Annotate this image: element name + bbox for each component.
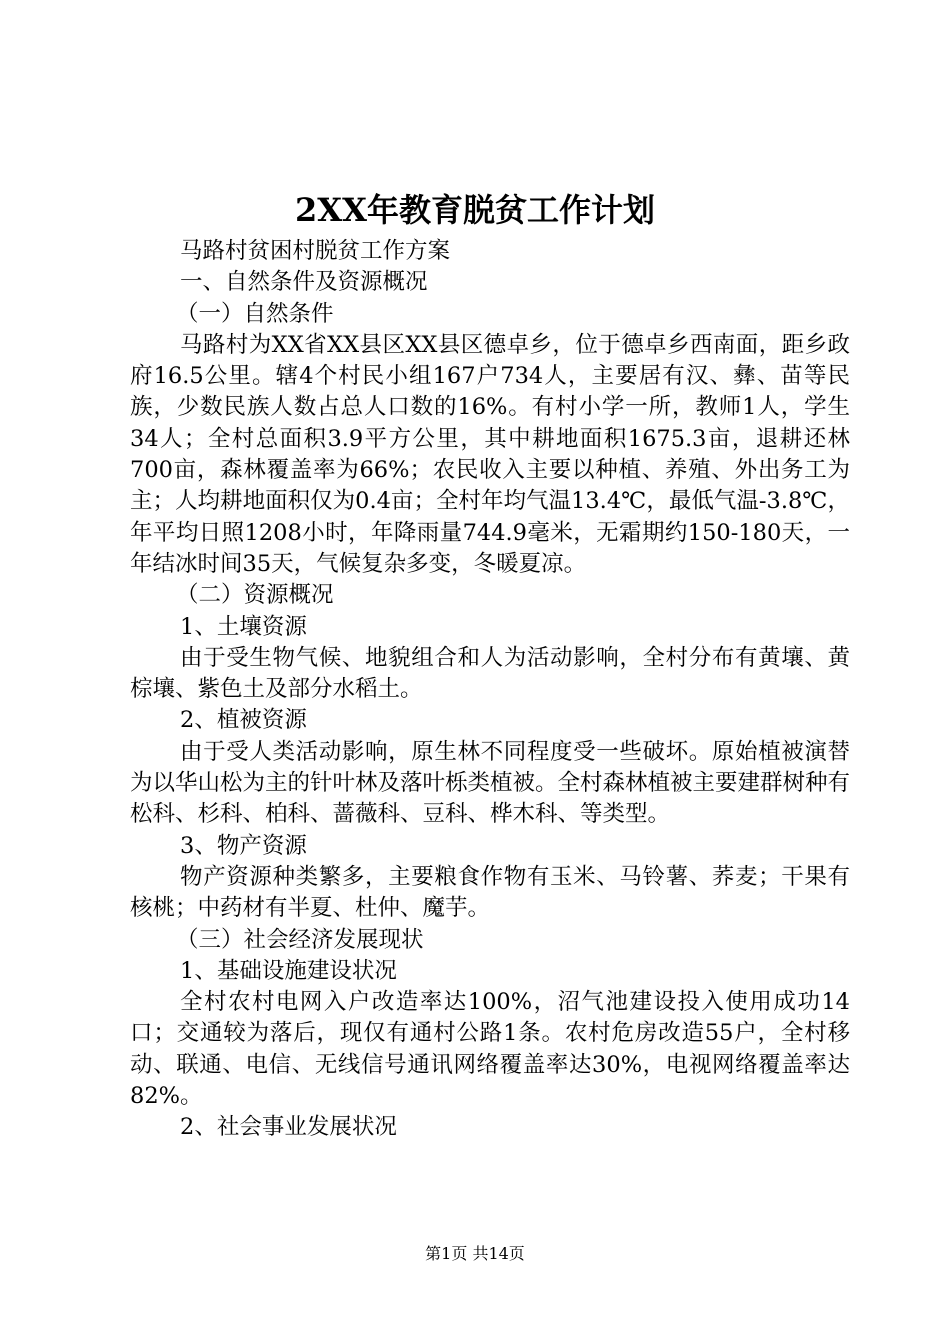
section-heading: 一、自然条件及资源概况	[180, 269, 428, 296]
item-heading: 2、社会事业发展状况	[180, 1114, 397, 1141]
paragraph: 由于受生物气候、地貌组合和人为活动影响，全村分布有黄壤、黄棕壤、紫色土及部分水稻土。	[130, 644, 850, 703]
paragraph: 由于受人类活动影响，原生林不同程度受一些破坏。原始植被演替为以华山松为主的针叶林及落叶栎类植被。全村森林植被主要建群树种有松科、杉科、柏科、蔷薇科、豆科、桦木科、等类型。	[130, 738, 851, 828]
subsection-heading: （一）自然条件	[176, 300, 334, 327]
paragraph: 全村农村电网入户改造率达100%，沼气池建设投入使用成功14口；交通较为落后，现仅有通村公路1条。农村危房改造55户，全村移动、联通、电信、无线信号通讯网络覆盖率达30%，电视网络覆盖率达82%。	[130, 989, 850, 1110]
item-heading: 1、土壤资源	[180, 613, 307, 640]
subsection-heading: （二）资源概况	[176, 582, 334, 609]
paragraph: 物产资源种类繁多，主要粮食作物有玉米、马铃薯、荞麦；干果有核桃；中药材有半夏、杜仲、魔芋。	[130, 863, 850, 922]
paragraph: 马路村贫困村脱贫工作方案	[180, 238, 451, 264]
item-heading: 2、植被资源	[180, 707, 307, 734]
document-title: 2XX年教育脱贫工作计划	[295, 191, 655, 229]
item-heading: 3、物产资源	[180, 832, 307, 859]
subsection-heading: （三）社会经济发展现状	[176, 926, 424, 953]
item-heading: 1、基础设施建设状况	[180, 957, 397, 984]
page-footer: 第1页 共14页	[425, 1244, 525, 1263]
paragraph: 马路村为XX省XX县区XX县区德卓乡，位于德卓乡西南面，距乡政府16.5公里。辖4个村民小组167户734人，主要居有汉、彝、苗等民族，少数民族人数占总人口数的16%。有村小学一所，教师1人，学生34人；全村总面积3.9平方公里，其中耕地面积1675.3亩，退耕还林700亩，森林覆盖率为66%；农民收入主要以种植、养殖、外出务工为主；人均耕地面积仅为0.4亩；全村年均气温13.4℃，最低气温-3.8℃，年平均日照1208小时，年降雨量744.9毫米，无霜期约150-180天，一年结冰时间35天，气候复杂多变，冬暖夏凉。	[130, 331, 850, 577]
document-body	[130, 236, 850, 1144]
